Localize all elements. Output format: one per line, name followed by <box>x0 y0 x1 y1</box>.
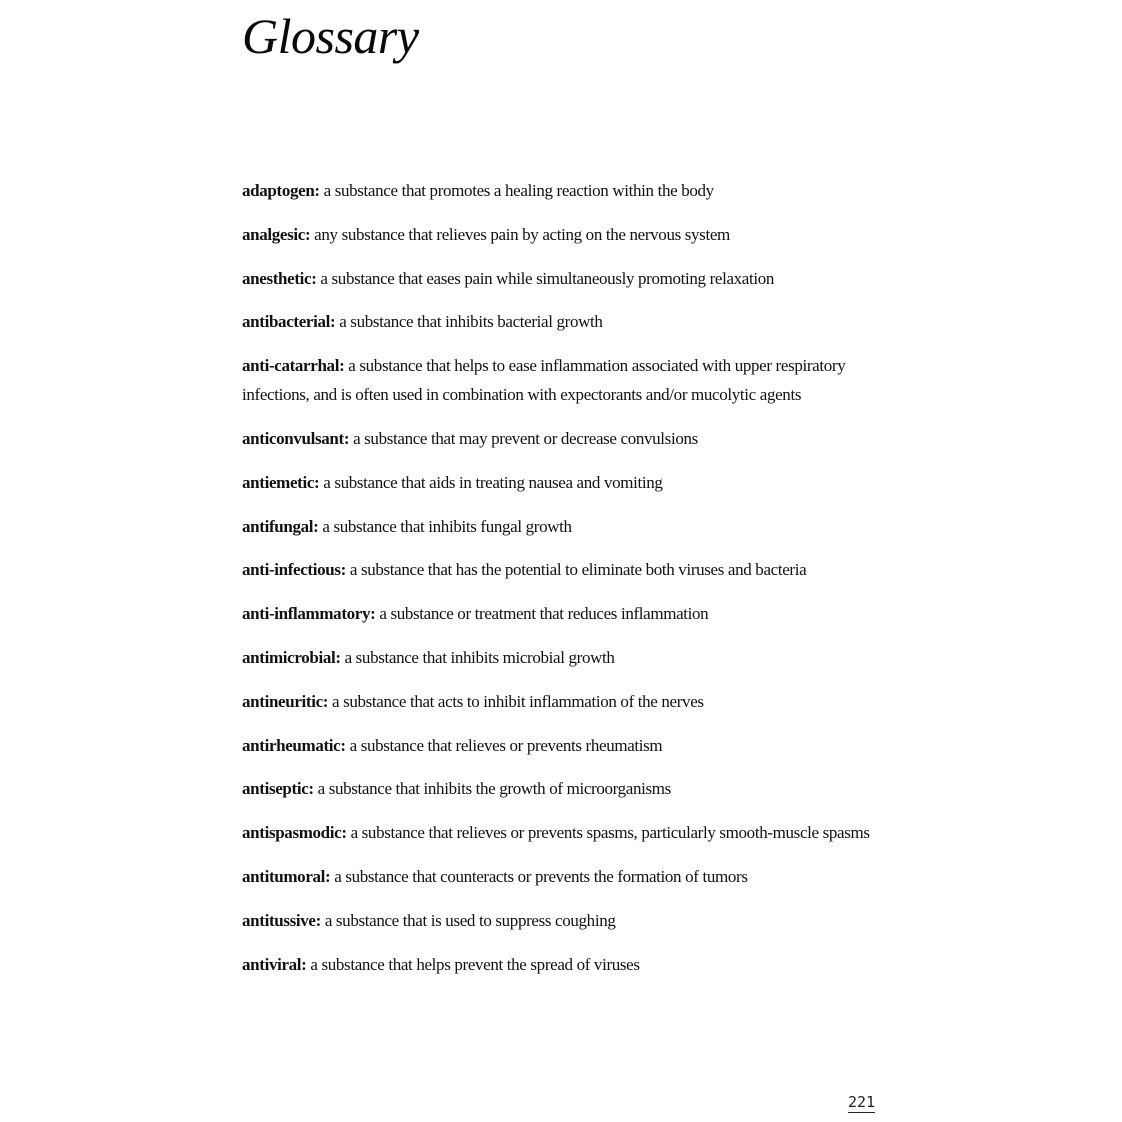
glossary-entry <box>242 512 892 541</box>
glossary-term: antitussive: <box>242 910 321 930</box>
glossary-term: analgesic: <box>242 224 311 244</box>
glossary-term: antispasmodic: <box>242 823 347 843</box>
glossary-definition: a substance that promotes a healing reaction within the body <box>319 181 714 200</box>
glossary-definition: a substance that relieves or prevents spasms, particularly smooth-muscle spasms <box>346 823 870 843</box>
glossary-entry <box>242 774 892 803</box>
glossary-entry <box>242 555 892 584</box>
glossary-term: anticonvulsant: <box>242 428 350 448</box>
glossary-entry <box>242 731 892 760</box>
glossary-entry <box>242 687 892 716</box>
glossary-entry <box>242 468 892 497</box>
glossary-term: anti-infectious: <box>242 560 346 580</box>
glossary-term: antirheumatic: <box>242 735 346 755</box>
glossary-definition: a substance that is used to suppress coughing <box>320 910 616 930</box>
glossary-term: antitumoral: <box>242 866 331 886</box>
glossary-term: antifungal: <box>242 516 319 536</box>
glossary-list <box>242 176 892 993</box>
glossary-entry <box>242 307 892 336</box>
glossary-entry <box>242 950 892 979</box>
glossary-entry <box>242 818 892 847</box>
glossary-definition: a substance that helps to ease inflammation associated with upper respiratory infections, and is often used in combination with expectorants and/or mucolytic agents <box>242 356 846 405</box>
glossary-definition: a substance that inhibits the growth of microorganisms <box>313 779 671 799</box>
page-number: 221 <box>848 1093 876 1111</box>
glossary-definition: a substance that aids in treating nausea and vomiting <box>319 472 663 492</box>
glossary-entry <box>242 351 892 409</box>
glossary-definition: a substance that inhibits bacterial growth <box>335 312 603 332</box>
glossary-term: antiviral: <box>242 954 307 974</box>
glossary-term: antiemetic: <box>242 472 320 492</box>
glossary-term: antibacterial: <box>242 312 336 332</box>
glossary-entry <box>242 599 892 628</box>
glossary-definition: a substance that acts to inhibit inflammation of the nerves <box>328 691 704 711</box>
glossary-entry <box>242 264 892 293</box>
glossary-term: anti-catarrhal: <box>242 356 345 376</box>
glossary-definition: a substance that counteracts or prevents the formation of tumors <box>330 866 748 886</box>
glossary-definition: a substance or treatment that reduces inflammation <box>375 604 709 624</box>
glossary-definition: a substance that inhibits fungal growth <box>318 516 572 536</box>
glossary-entry <box>242 220 892 249</box>
glossary-term: adaptogen: <box>242 181 320 200</box>
glossary-entry <box>242 424 892 453</box>
glossary-definition: a substance that eases pain while simultaneously promoting relaxation <box>316 268 775 288</box>
glossary-definition: a substance that relieves or prevents rheumatism <box>345 735 663 755</box>
glossary-term: antineuritic: <box>242 691 329 711</box>
glossary-term: antimicrobial: <box>242 647 341 667</box>
glossary-definition: a substance that inhibits microbial growth <box>340 647 615 667</box>
glossary-definition: a substance that helps prevent the spread of viruses <box>306 954 640 974</box>
glossary-entry <box>242 906 892 935</box>
glossary-entry <box>242 643 892 672</box>
glossary-definition: a substance that may prevent or decrease convulsions <box>349 428 698 448</box>
glossary-term: anesthetic: <box>242 268 317 288</box>
glossary-entry <box>242 176 892 205</box>
glossary-definition: a substance that has the potential to eliminate both viruses and bacteria <box>345 560 807 580</box>
glossary-entry <box>242 862 892 891</box>
glossary-term: antiseptic: <box>242 779 314 799</box>
glossary-term: anti-inflammatory: <box>242 604 376 624</box>
glossary-definition: any substance that relieves pain by acting on the nervous system <box>310 224 730 244</box>
page-title: Glossary <box>242 8 419 64</box>
